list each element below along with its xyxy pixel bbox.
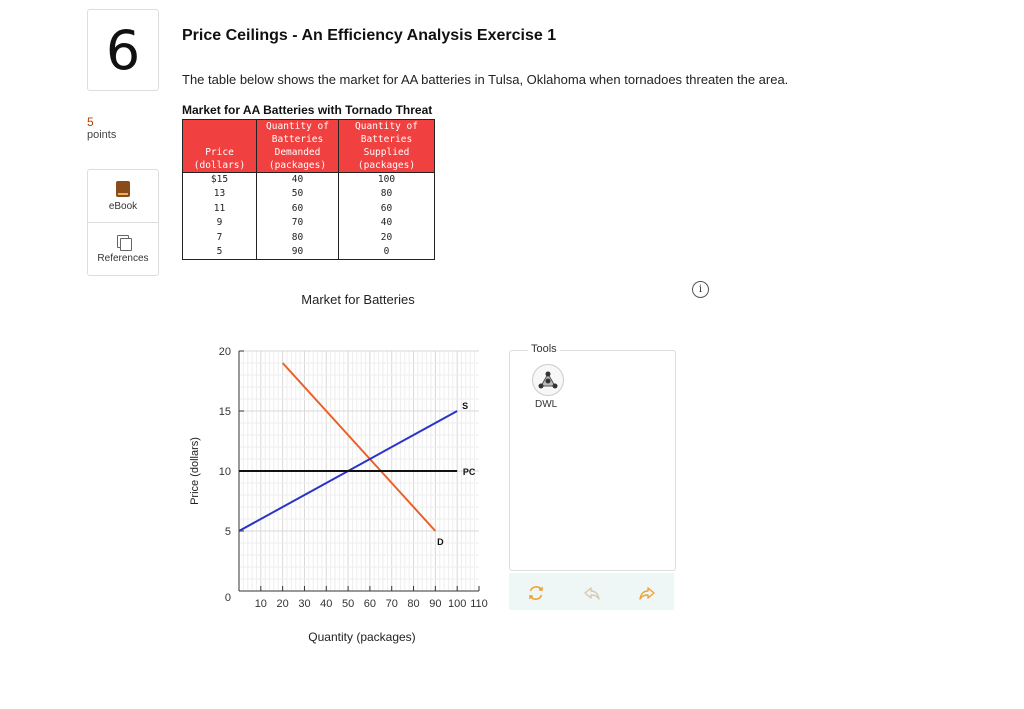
table-row: 9 70 40 (183, 216, 435, 230)
x-tick-label: 110 (470, 598, 488, 610)
y-tick-label: 10 (218, 466, 231, 478)
x-axis-label: Quantity (packages) (308, 630, 416, 644)
ebook-button[interactable] (88, 170, 158, 222)
points-label: points (87, 129, 117, 141)
series-label-pc: PC (462, 467, 476, 477)
references-icon (116, 235, 130, 249)
table-header-row (183, 120, 435, 173)
table-row: 7 80 20 (183, 231, 435, 245)
book-icon (116, 181, 130, 197)
page-title: Price Ceilings - An Efficiency Analysis Exercise 1 (182, 27, 557, 44)
market-table (182, 119, 435, 260)
header-demanded: Quantity of Batteries Demanded (packages) (257, 120, 339, 173)
y-tick-label: 0 (224, 592, 231, 604)
question-number: 6 (87, 9, 159, 91)
y-axis-label: Price (dollars) (189, 437, 201, 505)
series-label-d: D (437, 537, 444, 547)
market-graph[interactable] (180, 285, 500, 655)
table-row: $15 40 100 (183, 173, 435, 188)
x-tick-label: 50 (341, 598, 355, 610)
question-description: The table below shows the market for AA batteries in Tulsa, Oklahoma when tornadoes threaten the area. (182, 72, 789, 87)
x-tick-label: 30 (298, 598, 311, 610)
header-supplied: Quantity of Batteries Supplied (packages) (339, 120, 435, 173)
references-label: References (97, 252, 149, 264)
x-tick-label: 100 (448, 598, 467, 610)
chart-title: Market for Batteries (301, 292, 415, 307)
points-value: 5 (87, 115, 94, 129)
x-tick-label: 40 (320, 598, 333, 610)
x-tick-label: 90 (429, 598, 442, 610)
x-tick-label: 60 (363, 598, 377, 610)
table-row: 5 90 0 (183, 245, 435, 260)
header-price: Price (dollars) (183, 120, 257, 173)
dwl-tool-button[interactable] (532, 364, 564, 396)
resource-sidebar (87, 169, 159, 276)
y-tick-label: 5 (224, 526, 231, 538)
info-icon[interactable]: i (692, 281, 709, 298)
series-label-s: S (462, 401, 469, 411)
reset-icon[interactable] (527, 584, 545, 602)
tools-label: Tools (528, 343, 560, 355)
table-row: 13 50 80 (183, 187, 435, 201)
x-tick-label: 10 (254, 598, 267, 610)
dwl-tool-label: DWL (535, 399, 558, 410)
references-button[interactable] (88, 222, 158, 275)
x-tick-label: 70 (385, 598, 398, 610)
y-tick-label: 20 (218, 346, 231, 358)
undo-icon[interactable] (583, 584, 601, 602)
x-tick-label: 80 (407, 598, 420, 610)
redo-icon[interactable] (638, 584, 656, 602)
dwl-tool-icon (533, 365, 563, 395)
y-tick-label: 15 (218, 406, 231, 418)
ebook-label: eBook (108, 200, 138, 212)
table-caption: Market for AA Batteries with Tornado Threat (182, 103, 433, 117)
table-row: 11 60 60 (183, 202, 435, 216)
x-tick-label: 20 (276, 598, 289, 610)
